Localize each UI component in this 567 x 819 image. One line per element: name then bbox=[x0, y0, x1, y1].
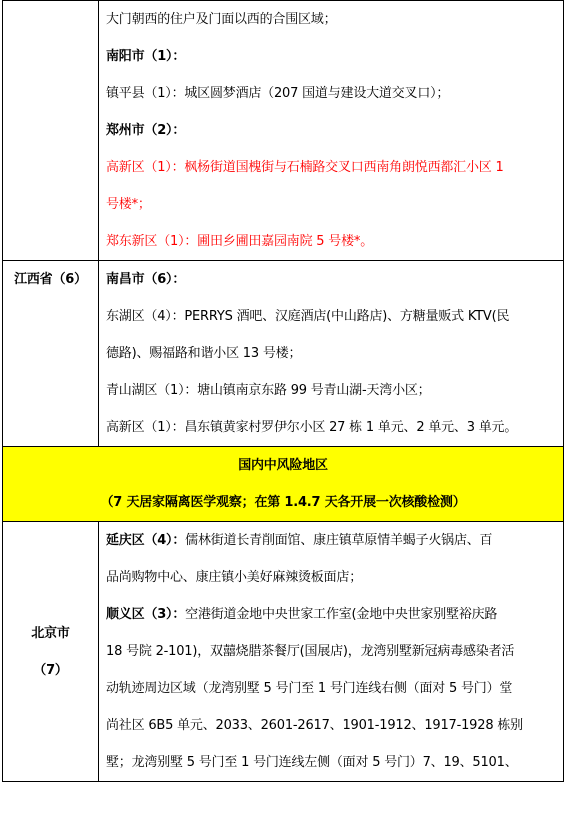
beijing-row bbox=[3, 522, 564, 782]
risk-band-row bbox=[3, 447, 564, 522]
henan-content-cell bbox=[99, 1, 564, 261]
province-name: 北京市 bbox=[31, 625, 70, 641]
risk-area-table bbox=[2, 0, 564, 782]
city-heading-nanchang: 南昌市（6）： bbox=[106, 272, 186, 287]
area-line-qingshanhu: 青山湖区（1）：塘山镇南京东路 99 号青山湖-天湾小区； bbox=[106, 383, 431, 398]
band-title: 国内中风险地区 bbox=[238, 458, 328, 473]
area-line-shunyi-cont: 尚社区 6B5 单元、2033、2601-2617、1901-1912、1917-1928 栋别 bbox=[106, 718, 523, 733]
area-line-donghu-cont: 德路)、赐福路和谐小区 13 号楼； bbox=[106, 346, 302, 361]
area-line-gaoxin-nanchang: 高新区（1）：昌东镇黄家村罗伊尔小区 27 栋 1 单元、2 单元、3 单元。 bbox=[106, 420, 518, 435]
area-line-gaoxin: 高新区（1）：枫杨街道国槐街与石楠路交叉口西南角朗悦西都汇小区 1 bbox=[106, 160, 504, 175]
area-line-donghu: 东湖区（4）：PERRYS 酒吧、汉庭酒店(中山路店)、方糖量贩式 KTV(民 bbox=[106, 309, 510, 324]
city-heading-zhengzhou: 郑州市（2）： bbox=[106, 123, 186, 138]
area-line-zhengdong: 郑东新区（1）：圃田乡圃田嘉园南院 5 号楼*。 bbox=[106, 234, 374, 249]
medium-risk-band bbox=[3, 447, 564, 522]
district-text-shunyi: 空港街道金地中央世家工作室(金地中央世家别墅裕庆路 bbox=[185, 607, 498, 622]
province-name: 江西省（6） bbox=[14, 272, 87, 287]
area-line: 大门朝西的住户及门面以西的合围区域； bbox=[106, 12, 337, 27]
district-text-yanqing: 儒林街道长青削面馆、康庄镇草原情羊蝎子火锅店、百 bbox=[185, 533, 493, 548]
jiangxi-content-cell bbox=[99, 261, 564, 447]
area-line-shunyi-cont: 墅；龙湾别墅 5 号门至 1 号门连线左侧（面对 5 号门）7、19、5101、 bbox=[106, 755, 518, 770]
area-line-shunyi-cont: 动轨迹周边区域（龙湾别墅 5 号门至 1 号门连线右侧（面对 5 号门）堂 bbox=[106, 681, 513, 696]
area-line-gaoxin-cont: 号楼*； bbox=[106, 197, 151, 212]
province-cell-empty bbox=[3, 1, 99, 261]
province-cell-jiangxi bbox=[3, 261, 99, 447]
area-line-shunyi bbox=[106, 596, 557, 633]
beijing-content-cell bbox=[99, 522, 564, 782]
area-line-zhenping: 镇平县（1）：城区圆梦酒店（207 国道与建设大道交叉口）； bbox=[106, 86, 450, 101]
area-line-shunyi-cont: 18 号院 2-101)，双囍烧腊茶餐厅(国展店)，龙湾别墅新冠病毒感染者活 bbox=[106, 644, 515, 659]
jiangxi-row bbox=[3, 261, 564, 447]
henan-row bbox=[3, 1, 564, 261]
area-line-yanqing bbox=[106, 522, 557, 559]
province-cell-beijing bbox=[3, 522, 99, 782]
district-label-shunyi: 顺义区（3）： bbox=[106, 607, 186, 622]
band-subtitle: （7 天居家隔离医学观察；在第 1.4.7 天各开展一次核酸检测） bbox=[100, 495, 466, 510]
area-line-yanqing-cont: 品尚购物中心、康庄镇小美好麻辣烫板面店； bbox=[106, 570, 363, 585]
province-count: （7） bbox=[33, 662, 68, 678]
city-heading-nanyang: 南阳市（1）： bbox=[106, 49, 186, 64]
district-label-yanqing: 延庆区（4）： bbox=[106, 533, 186, 548]
